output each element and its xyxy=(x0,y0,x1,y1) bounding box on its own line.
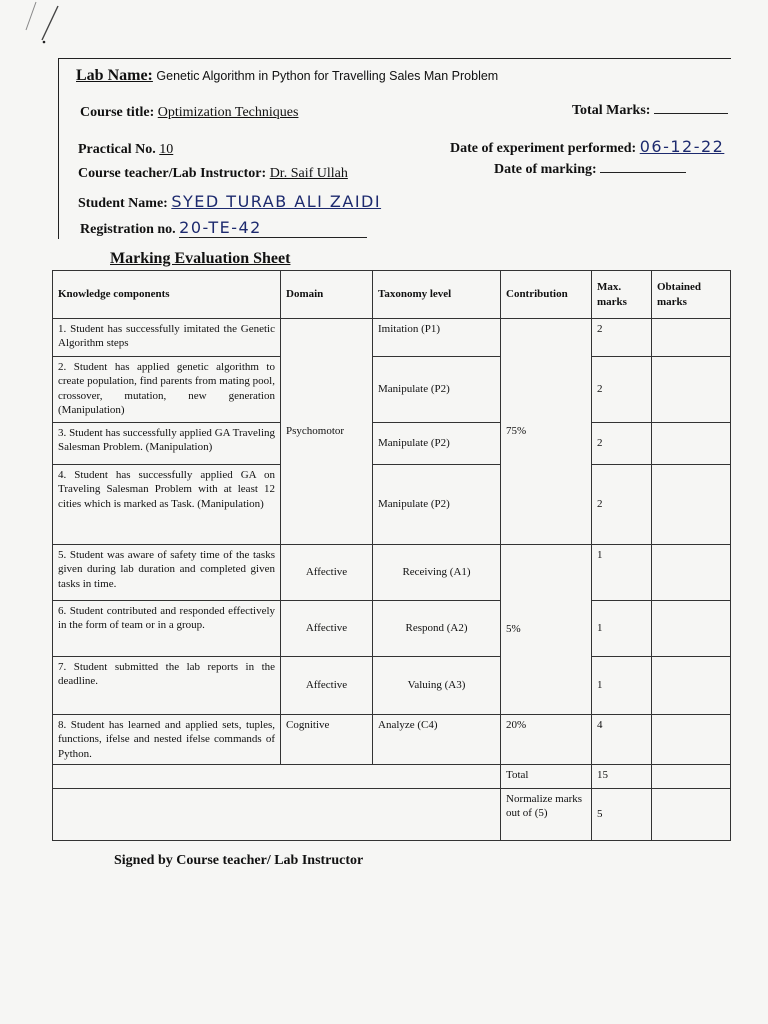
row-5-obtained[interactable] xyxy=(652,545,731,601)
table-row xyxy=(53,319,731,357)
table-row xyxy=(53,657,731,715)
row-number: 6. xyxy=(58,605,67,617)
course-title-value: Optimization Techniques xyxy=(157,105,299,120)
component-text: Student contributed and responded effectively in the form of team or in a group. xyxy=(58,605,276,632)
header-max: Max. marks xyxy=(592,271,652,319)
total-marks-blank xyxy=(654,113,728,114)
row-8-contribution: 20% xyxy=(501,715,592,765)
row-5-taxonomy: Receiving (A1) xyxy=(373,545,501,601)
header-knowledge: Knowledge components xyxy=(53,271,281,319)
instructor-label: Course teacher/Lab Instructor: xyxy=(78,166,267,181)
table-row xyxy=(53,465,731,545)
row-6-obtained[interactable] xyxy=(652,601,731,657)
row-8-domain: Cognitive xyxy=(281,715,373,765)
sheet-title: Marking Evaluation Sheet xyxy=(110,250,291,267)
row-8-obtained[interactable] xyxy=(652,715,731,765)
total-obtained[interactable] xyxy=(652,765,731,789)
row-4-taxonomy: Manipulate (P2) xyxy=(373,465,501,545)
row-2-component xyxy=(53,357,281,423)
psychomotor-contribution: 75% xyxy=(501,319,592,545)
instructor-value: Dr. Saif Ullah xyxy=(269,166,348,181)
row-2-max: 2 xyxy=(592,357,652,423)
row-number: 4. xyxy=(58,469,67,481)
lab-name-line xyxy=(76,67,498,85)
row-4-max: 2 xyxy=(592,465,652,545)
row-8-max: 4 xyxy=(592,715,652,765)
evaluation-table xyxy=(52,270,731,841)
date-marking-line xyxy=(494,162,686,178)
row-number: 3. xyxy=(58,427,67,439)
row-number: 5. xyxy=(58,549,67,561)
normalize-row xyxy=(53,789,731,841)
row-5-domain: Affective xyxy=(281,545,373,601)
total-value: 15 xyxy=(592,765,652,789)
student-name-label: Student Name: xyxy=(78,196,168,211)
row-6-taxonomy: Respond (A2) xyxy=(373,601,501,657)
component-text: Student submitted the lab reports in the deadline. xyxy=(58,661,276,688)
row-8-component xyxy=(53,715,281,765)
normalize-label: Normalize marks out of (5) xyxy=(501,789,592,841)
header-contribution: Contribution xyxy=(501,271,592,319)
row-6-component xyxy=(53,601,281,657)
registration-line xyxy=(80,218,367,238)
practical-no-line xyxy=(78,142,173,158)
table-row xyxy=(53,423,731,465)
row-7-max: 1 xyxy=(592,657,652,715)
row-7-obtained[interactable] xyxy=(652,657,731,715)
row-8-taxonomy: Analyze (C4) xyxy=(373,715,501,765)
lab-name-label: Lab Name: xyxy=(76,67,153,84)
row-7-domain: Affective xyxy=(281,657,373,715)
row-6-max: 1 xyxy=(592,601,652,657)
row-number: 1. xyxy=(58,323,67,335)
row-6-domain: Affective xyxy=(281,601,373,657)
instructor-line xyxy=(78,166,348,182)
affective-contribution: 5% xyxy=(501,545,592,715)
pen-scratch-marks xyxy=(22,0,72,48)
total-row-blank xyxy=(53,765,501,789)
component-text: Student has learned and applied sets, tuples, functions, ifelse and nested ifelse commands of Python. xyxy=(58,719,275,760)
row-1-obtained[interactable] xyxy=(652,319,731,357)
course-title-label: Course title: xyxy=(80,105,155,120)
normalize-obtained[interactable] xyxy=(652,789,731,841)
header-domain: Domain xyxy=(281,271,373,319)
row-4-obtained[interactable] xyxy=(652,465,731,545)
normalize-row-blank xyxy=(53,789,501,841)
row-number: 2. xyxy=(58,361,67,373)
component-text: Student has successfully applied GA Traveling Salesman Problem. (Manipulation) xyxy=(58,427,275,454)
total-marks-line xyxy=(572,103,728,119)
row-2-taxonomy: Manipulate (P2) xyxy=(373,357,501,423)
header-taxonomy: Taxonomy level xyxy=(373,271,501,319)
table-row xyxy=(53,715,731,765)
date-experiment-label: Date of experiment performed: xyxy=(450,141,637,156)
date-marking-label: Date of marking: xyxy=(494,162,597,177)
component-text: Student has successfully imitated the Genetic Algorithm steps xyxy=(58,323,276,350)
table-row xyxy=(53,545,731,601)
date-marking-blank xyxy=(600,172,686,173)
component-text: Student has successfully applied GA on Traveling Salesman Problem with at least 12 cities which is marked as Task. (Manipulation) xyxy=(58,469,276,510)
table-row xyxy=(53,357,731,423)
practical-no-value: 10 xyxy=(159,142,174,157)
row-5-component xyxy=(53,545,281,601)
row-3-component xyxy=(53,423,281,465)
row-2-obtained[interactable] xyxy=(652,357,731,423)
row-1-taxonomy: Imitation (P1) xyxy=(373,319,501,357)
table-row xyxy=(53,601,731,657)
date-experiment-line xyxy=(450,137,724,157)
row-3-max: 2 xyxy=(592,423,652,465)
row-number: 7. xyxy=(58,661,67,673)
row-4-component xyxy=(53,465,281,545)
row-5-max: 1 xyxy=(592,545,652,601)
student-name-line xyxy=(78,192,381,212)
practical-no-label: Practical No. xyxy=(78,142,156,157)
lab-name-value: Genetic Algorithm in Python for Travelling Sales Man Problem xyxy=(156,69,499,83)
row-number: 8. xyxy=(58,719,67,731)
row-1-max: 2 xyxy=(592,319,652,357)
registration-value: 20-TE-42 xyxy=(179,218,367,238)
component-text: Student was aware of safety time of the tasks given during lab duration and completed given tasks in time. xyxy=(58,549,275,590)
total-marks-label: Total Marks: xyxy=(572,103,651,118)
table-header-row xyxy=(53,271,731,319)
normalize-value: 5 xyxy=(592,789,652,841)
total-row xyxy=(53,765,731,789)
component-text: Student has applied genetic algorithm to create population, find parents from mating pool, crossover, mutation, new generation (Manipulation) xyxy=(58,361,275,416)
student-name-value: SYED TURAB ALI ZAIDI xyxy=(171,192,382,211)
header-obtained: Obtained marks xyxy=(652,271,731,319)
registration-label: Registration no. xyxy=(80,222,176,237)
psychomotor-domain: Psychomotor xyxy=(281,319,373,545)
signed-by-label: Signed by Course teacher/ Lab Instructor xyxy=(114,853,364,868)
row-7-component xyxy=(53,657,281,715)
row-3-taxonomy: Manipulate (P2) xyxy=(373,423,501,465)
course-title-line xyxy=(80,105,298,121)
row-7-taxonomy: Valuing (A3) xyxy=(373,657,501,715)
row-3-obtained[interactable] xyxy=(652,423,731,465)
total-label: Total xyxy=(501,765,592,789)
date-experiment-value: 06-12-22 xyxy=(639,137,725,156)
row-1-component xyxy=(53,319,281,357)
